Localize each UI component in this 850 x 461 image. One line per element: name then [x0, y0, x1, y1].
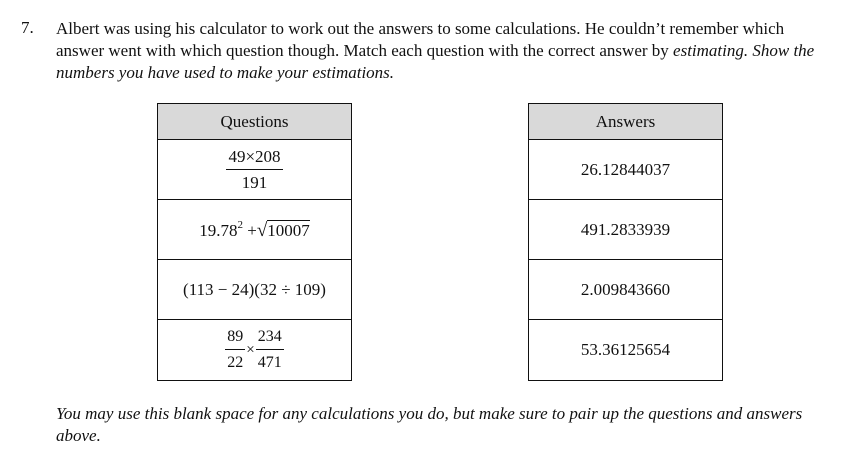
- questions-header: Questions: [158, 104, 351, 140]
- sqrt-icon: √: [256, 219, 268, 241]
- question-row-3: [158, 260, 351, 320]
- question-row-2: [158, 200, 351, 260]
- expression: [199, 219, 310, 241]
- answer-row-3: 2.009843660: [529, 260, 722, 320]
- fraction: [226, 147, 282, 193]
- base: 19.78: [199, 220, 238, 240]
- question-row-1: [158, 140, 351, 200]
- workspace-instruction: You may use this blank space for any calculations you do, but make sure to pair up the questions and answers above.: [56, 404, 803, 445]
- square-root: [257, 220, 310, 240]
- prompt-text: Albert was using his calculator to work out the answers to some calculations. He couldn’t remember which answer went with which question though. Match each question with the correct answer by: [56, 19, 785, 60]
- numerator: 234: [256, 327, 284, 350]
- answer-row-2: 491.2833939: [529, 200, 722, 260]
- answer-row-4: 53.36125654: [580, 340, 671, 359]
- numerator: 49×208: [226, 147, 282, 170]
- exponent: 2: [237, 218, 243, 231]
- question-number: 7.: [21, 18, 34, 37]
- numerator: 89: [225, 327, 245, 350]
- questions-table: [157, 103, 352, 381]
- fraction-1: [225, 327, 245, 373]
- plus-operator: +: [247, 220, 257, 240]
- question-prompt: [56, 18, 836, 84]
- denominator: 22: [227, 354, 244, 371]
- denominator: 471: [257, 354, 282, 371]
- times-operator: ×: [246, 341, 255, 358]
- expression: (113 − 24)(32 ÷ 109): [183, 279, 326, 299]
- radicand: 10007: [267, 220, 310, 240]
- answers-header: Answers: [529, 104, 722, 140]
- answer-row-1: 26.12844037: [529, 140, 722, 200]
- denominator: 191: [241, 172, 268, 192]
- question-row-4: [158, 320, 351, 380]
- answers-table: [528, 103, 723, 381]
- fraction-2: [256, 327, 284, 373]
- prompt-instruction: estimating. Show the numbers you have used to make your estimations.: [56, 41, 815, 82]
